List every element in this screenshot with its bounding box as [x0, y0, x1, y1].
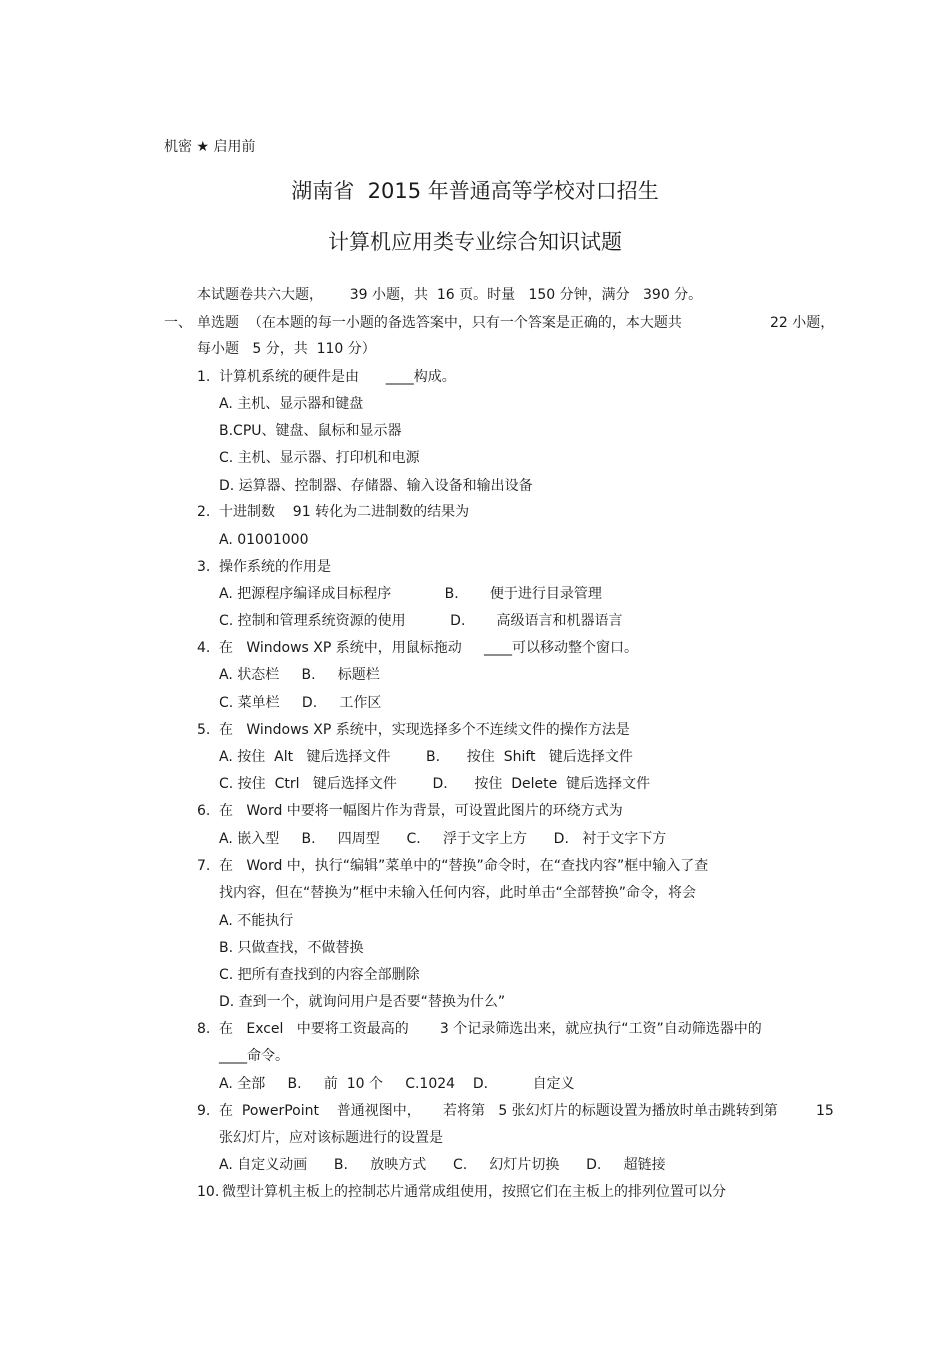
question-number: 3. [197, 559, 211, 575]
options-ab: A. 按住 Alt 键后选择文件 B. 按住 Shift 键后选择文件 [219, 749, 633, 765]
option-b: B. 只做查找，不做替换 [219, 940, 364, 956]
option-a: A. 01001000 [219, 532, 309, 548]
section-heading-tail: 22 小题， [770, 315, 835, 331]
options-ab: A. 状态栏 B. 标题栏 [219, 667, 380, 683]
question-stem: 微型计算机主板上的控制芯片通常成组使用，按照它们在主板上的排列位置可以分 [222, 1184, 726, 1200]
question-number: 6. [197, 803, 211, 819]
question-number: 9. [197, 1103, 211, 1119]
option-a: A. 不能执行 [219, 913, 294, 929]
option-d: D. 运算器、控制器、存储器、输入设备和输出设备 [219, 478, 533, 494]
classification-label: 机密 ★ 启用前 [164, 139, 256, 155]
section-heading-line2: 每小题 5 分，共 110 分） [197, 341, 376, 357]
question-stem: 在 Word 中，执行“编辑”菜单中的“替换”命令时，在“查找内容”框中输入了查 [219, 858, 709, 874]
option-c: C. 把所有查找到的内容全部删除 [219, 967, 420, 983]
section-number: 一、 [164, 315, 192, 331]
question-stem-line2: ____命令。 [219, 1048, 289, 1064]
option-b: B.CPU、键盘、鼠标和显示器 [219, 423, 402, 439]
options-cd: C. 按住 Ctrl 键后选择文件 D. 按住 Delete 键后选择文件 [219, 776, 651, 792]
section-heading: 单选题 （在本题的每一小题的备选答案中，只有一个答案是正确的，本大题共 [197, 315, 682, 331]
question-stem-line2: 找内容，但在“替换为”框中未输入任何内容，此时单击“全部替换”命令，将会 [219, 885, 697, 901]
options-line: A. 嵌入型 B. 四周型 C. 浮于文字上方 D. 衬于文字下方 [219, 831, 667, 847]
question-number: 5. [197, 722, 211, 738]
question-stem: 在 Windows XP 系统中，用鼠标拖动 ____可以移动整个窗口。 [219, 640, 639, 656]
question-number: 8. [197, 1021, 211, 1037]
question-stem-tail: 15 [816, 1103, 834, 1119]
question-stem: 十进制数 91 转化为二进制数的结果为 [219, 504, 470, 520]
question-number: 10. [197, 1184, 220, 1200]
options-cd: C. 菜单栏 D. 工作区 [219, 695, 382, 711]
question-number: 1. [197, 369, 211, 385]
question-stem: 在 Word 中要将一幅图片作为背景，可设置此图片的环绕方式为 [219, 803, 623, 819]
options-line: A. 自定义动画 B. 放映方式 C. 幻灯片切换 D. 超链接 [219, 1157, 666, 1173]
question-stem-line2: 张幻灯片，应对该标题进行的设置是 [219, 1130, 443, 1146]
exam-title-line2: 计算机应用类专业综合知识试题 [328, 230, 622, 254]
question-stem: 在 Windows XP 系统中，实现选择多个不连续文件的操作方法是 [219, 722, 630, 738]
options-ab: A. 把源程序编译成目标程序 B. 便于进行目录管理 [219, 586, 602, 602]
option-a: A. 主机、显示器和键盘 [219, 396, 364, 412]
question-number: 4. [197, 640, 211, 656]
exam-title-line1: 湖南省 2015 年普通高等学校对口招生 [291, 179, 659, 203]
question-stem: 在 PowerPoint 普通视图中， 若将第 5 张幻灯片的标题设置为播放时单击跳转到第 [219, 1103, 778, 1119]
options-line: A. 全部 B. 前 10 个 C.1024 D. 自定义 [219, 1076, 575, 1092]
question-number: 7. [197, 858, 211, 874]
exam-intro: 本试题卷共六大题， 39 小题，共 16 页。时量 150 分钟，满分 390 分。 [197, 287, 703, 303]
option-c: C. 主机、显示器、打印机和电源 [219, 450, 420, 466]
option-d: D. 查到一个，就询问用户是否要“替换为什么” [219, 994, 506, 1010]
question-stem: 计算机系统的硬件是由 ____构成。 [219, 369, 456, 385]
options-cd: C. 控制和管理系统资源的使用 D. 高级语言和机器语言 [219, 613, 623, 629]
question-stem: 操作系统的作用是 [219, 559, 331, 575]
question-number: 2. [197, 504, 211, 520]
question-stem: 在 Excel 中要将工资最高的 3 个记录筛选出来，就应执行“工资”自动筛选器中的 [219, 1021, 762, 1037]
